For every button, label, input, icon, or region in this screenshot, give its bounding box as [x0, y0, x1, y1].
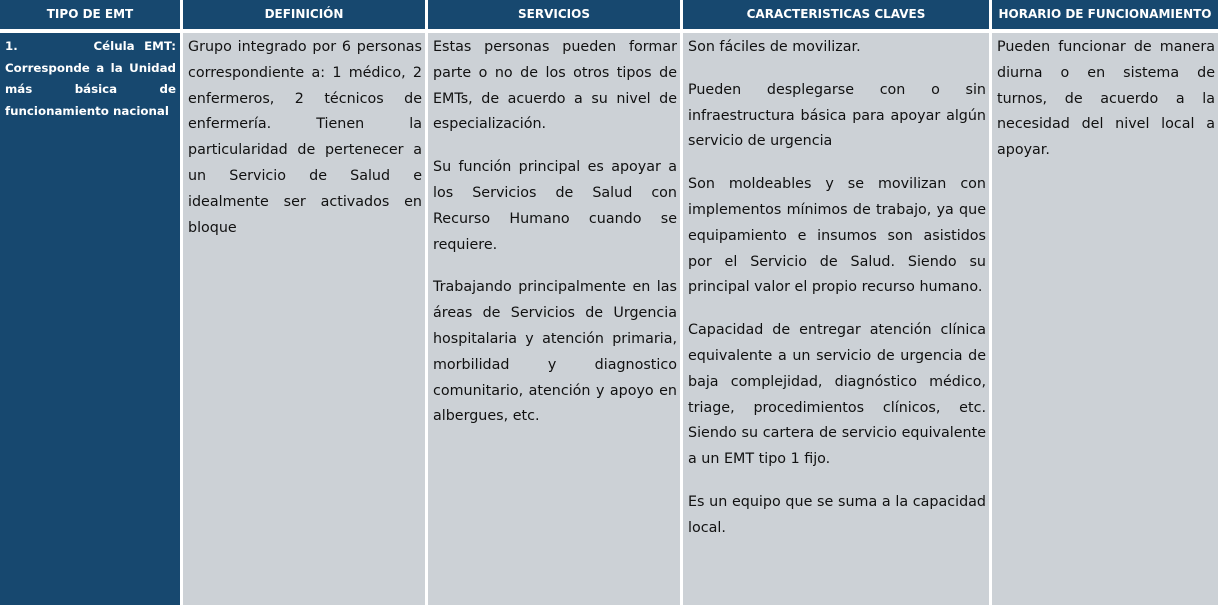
header-tipo-emt: TIPO DE EMT: [0, 0, 180, 29]
caracteristica-paragraph: Capacidad de entregar atención clínica equivalente a un servicio de urgencia de baja complejidad, diagnóstico médico, triage, procedimientos clínicos, etc. Siendo su cartera de servicio equivalente a un EMT tipo 1 fijo.: [688, 322, 986, 468]
tipo-emt-text: 1. Célula EMT: Corresponde a la Unidad más básica de funcionamiento nacional: [5, 39, 176, 118]
header-servicios: SERVICIOS: [428, 0, 680, 29]
horario-text: Pueden funcionar de manera diurna o en sistema de turnos, de acuerdo a la necesidad del nivel local a apoyar.: [997, 39, 1215, 159]
header-definicion: DEFINICIÓN: [183, 0, 425, 29]
servicios-paragraph: Su función principal es apoyar a los Servicios de Salud con Recurso Humano cuando se requiere.: [433, 159, 677, 253]
servicios-list: [428, 33, 680, 430]
definicion-text: Grupo integrado por 6 personas correspondiente a: 1 médico, 2 enfermeros, 2 técnicos de enfermería. Tienen la particularidad de pertenecer a un Servicio de Salud e idealmente ser activados en bloque: [188, 39, 422, 236]
cell-tipo-emt: [0, 33, 180, 605]
header-caracteristicas: CARACTERISTICAS CLAVES: [683, 0, 989, 29]
servicios-paragraph: Trabajando principalmente en las áreas de Servicios de Urgencia hospitalaria y atención primaria, morbilidad y diagnostico comunitario, atención y apoyo en albergues, etc.: [433, 279, 677, 425]
caracteristicas-list: [683, 33, 989, 542]
caracteristica-paragraph: Son fáciles de movilizar.: [688, 39, 861, 55]
caracteristica-paragraph: Son moldeables y se movilizan con implementos mínimos de trabajo, ya que equipamiento e insumos son asistidos por el Servicio de Salud. Siendo su principal valor el propio recurso humano.: [688, 176, 986, 296]
caracteristica-paragraph: Es un equipo que se suma a la capacidad local.: [688, 493, 986, 536]
cell-definicion: [183, 33, 425, 605]
servicios-paragraph: Estas personas pueden formar parte o no de los otros tipos de EMTs, de acuerdo a su nivel de especialización.: [433, 39, 677, 133]
header-horario: HORARIO DE FUNCIONAMIENTO: [992, 0, 1218, 29]
cell-servicios: [428, 33, 680, 605]
cell-horario: [992, 33, 1218, 605]
cell-caracteristicas: [683, 33, 989, 605]
caracteristica-paragraph: Pueden desplegarse con o sin infraestructura básica para apoyar algún servicio de urgencia: [688, 81, 986, 150]
